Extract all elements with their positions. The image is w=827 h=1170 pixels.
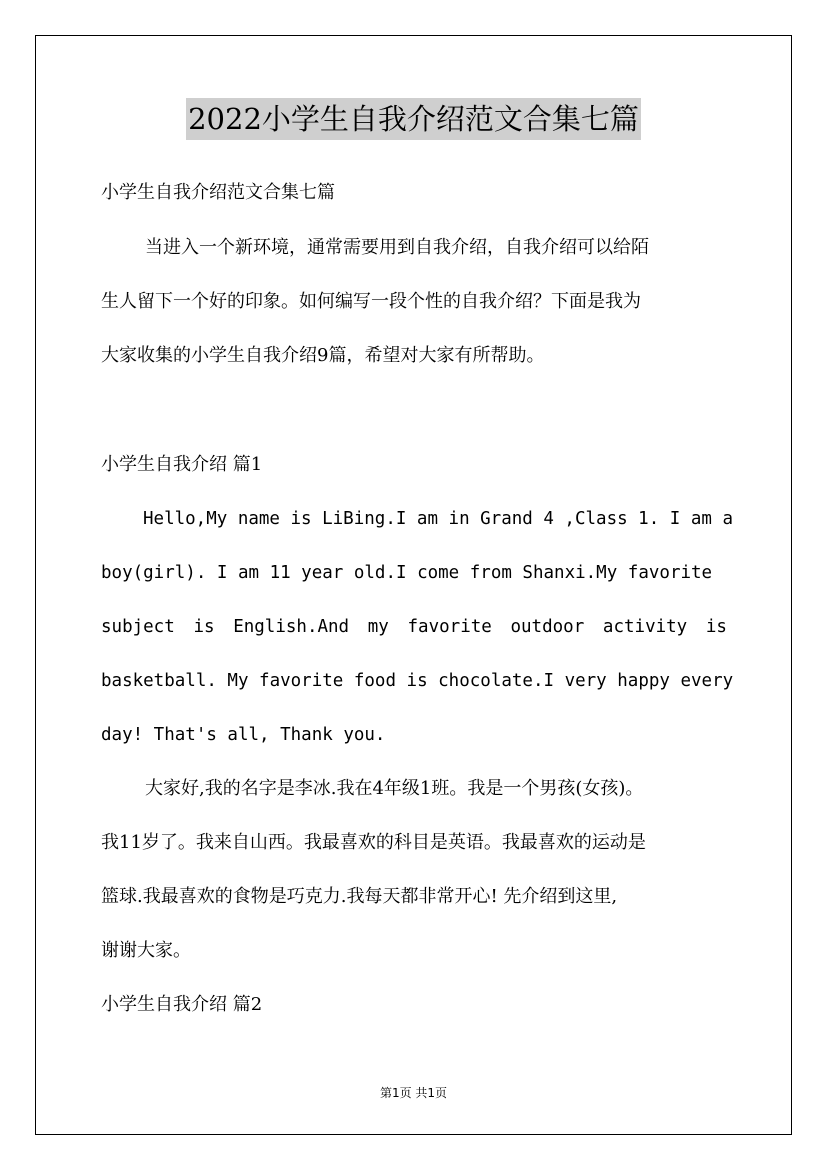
intro-line-3: 大家收集的小学生自我介绍9篇，希望对大家有所帮助。 [101,345,545,366]
english-line-5: day! That's all, Thank you. [101,725,386,745]
english-line-1: Hello,My name is LiBing.I am in Grand 4 ,Class 1. I am a [143,509,734,529]
subtitle: 小学生自我介绍范文合集七篇 [101,182,335,203]
word: outdoor [510,617,585,637]
word: activity [602,617,688,637]
word: is [705,617,727,637]
chinese-line-1: 大家好,我的名字是李冰.我在4年级1班。我是一个男孩(女孩)。 [145,778,644,799]
english-line-4: basketball. My favorite food is chocolate.I very happy every [101,671,734,691]
english-line-3 [101,615,727,639]
word: English.And [233,617,350,637]
word: subject [101,617,175,637]
chinese-line-2: 我11岁了。我来自山西。我最喜欢的科目是英语。我最喜欢的运动是 [101,832,646,853]
word: my [367,617,389,637]
intro-line-2: 生人留下一个好的印象。如何编写一段个性的自我介绍？下面是我为 [101,291,641,312]
document-title: 2022小学生自我介绍范文合集七篇 [186,98,641,140]
chinese-line-3: 篮球.我最喜欢的食物是巧克力.我每天都非常开心! 先介绍到这里, [101,886,618,907]
section-2-heading: 小学生自我介绍 篇2 [101,994,263,1015]
page-footer: 第1页 共1页 [379,1086,448,1100]
intro-line-1: 当进入一个新环境，通常需要用到自我介绍，自我介绍可以给陌 [145,237,649,258]
section-1-heading: 小学生自我介绍 篇1 [101,454,263,475]
word: favorite [407,617,492,637]
chinese-line-4: 谢谢大家。 [101,940,191,961]
english-line-2: boy(girl). I am 11 year old.I come from Shanxi.My favorite [101,563,713,583]
word: is [193,617,215,637]
title-wrap [0,98,827,140]
